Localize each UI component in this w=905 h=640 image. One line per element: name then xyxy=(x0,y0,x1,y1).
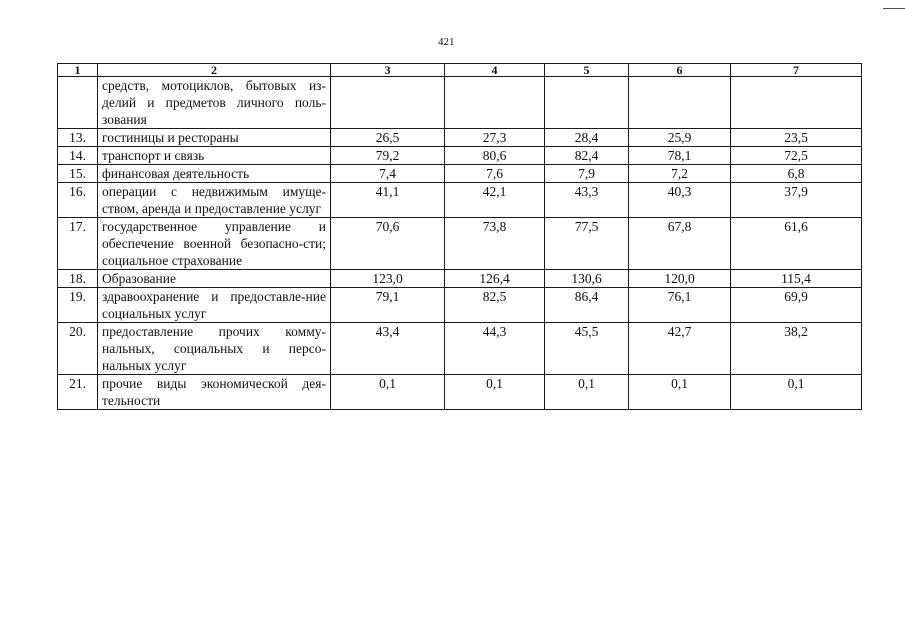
row-number: 16. xyxy=(58,183,98,218)
table-row xyxy=(58,288,862,323)
cell-col3: 41,1 xyxy=(331,183,445,218)
cell-col6: 78,1 xyxy=(629,147,731,165)
table-row xyxy=(58,270,862,288)
table-row xyxy=(58,165,862,183)
cell-col7: 61,6 xyxy=(731,218,862,270)
cell-col7: 37,9 xyxy=(731,183,862,218)
cell-col5 xyxy=(545,77,629,129)
row-label: гостиницы и рестораны xyxy=(98,129,331,147)
cell-col3: 26,5 xyxy=(331,129,445,147)
header-cell-6: 6 xyxy=(629,64,731,77)
row-label: транспорт и связь xyxy=(98,147,331,165)
cell-col5: 45,5 xyxy=(545,323,629,375)
table-row xyxy=(58,323,862,375)
cell-col6: 67,8 xyxy=(629,218,731,270)
row-label: здравоохранение и предоставле-ние социальных услуг xyxy=(98,288,331,323)
row-label: прочие виды экономической дея-тельности xyxy=(98,375,331,410)
row-label: операции с недвижимым имуще-ством, аренда и предоставление услуг xyxy=(98,183,331,218)
header-cell-7: 7 xyxy=(731,64,862,77)
cell-col7: 38,2 xyxy=(731,323,862,375)
cell-col4: 27,3 xyxy=(445,129,545,147)
row-number: 20. xyxy=(58,323,98,375)
cell-col3: 79,1 xyxy=(331,288,445,323)
header-cell-5: 5 xyxy=(545,64,629,77)
cell-col5: 43,3 xyxy=(545,183,629,218)
table-row xyxy=(58,183,862,218)
cell-col3: 70,6 xyxy=(331,218,445,270)
cell-col3: 43,4 xyxy=(331,323,445,375)
cell-col3 xyxy=(331,77,445,129)
scan-edge-mark xyxy=(883,8,905,9)
page-number: 421 xyxy=(438,36,455,48)
row-number: 13. xyxy=(58,129,98,147)
cell-col6: 120,0 xyxy=(629,270,731,288)
header-cell-4: 4 xyxy=(445,64,545,77)
cell-col4: 82,5 xyxy=(445,288,545,323)
cell-col7: 6,8 xyxy=(731,165,862,183)
cell-col6: 40,3 xyxy=(629,183,731,218)
cell-col4: 73,8 xyxy=(445,218,545,270)
cell-col5: 0,1 xyxy=(545,375,629,410)
cell-col7: 115,4 xyxy=(731,270,862,288)
cell-col5: 86,4 xyxy=(545,288,629,323)
row-number xyxy=(58,77,98,129)
cell-col5: 28,4 xyxy=(545,129,629,147)
data-table xyxy=(57,63,862,410)
header-row xyxy=(58,64,862,77)
table-row xyxy=(58,375,862,410)
row-label: предоставление прочих комму-нальных, социальных и персо-нальных услуг xyxy=(98,323,331,375)
header-cell-2: 2 xyxy=(98,64,331,77)
table-row xyxy=(58,129,862,147)
header-cell-1: 1 xyxy=(58,64,98,77)
cell-col3: 0,1 xyxy=(331,375,445,410)
table-row xyxy=(58,218,862,270)
row-label: финансовая деятельность xyxy=(98,165,331,183)
header-cell-3: 3 xyxy=(331,64,445,77)
cell-col3: 123,0 xyxy=(331,270,445,288)
row-label: государственное управление и обеспечение военной безопасно-сти; социальное страхование xyxy=(98,218,331,270)
cell-col4: 80,6 xyxy=(445,147,545,165)
cell-col6: 76,1 xyxy=(629,288,731,323)
cell-col6: 7,2 xyxy=(629,165,731,183)
cell-col5: 77,5 xyxy=(545,218,629,270)
row-number: 18. xyxy=(58,270,98,288)
row-number: 15. xyxy=(58,165,98,183)
row-number: 17. xyxy=(58,218,98,270)
cell-col6: 0,1 xyxy=(629,375,731,410)
cell-col5: 7,9 xyxy=(545,165,629,183)
cell-col4: 7,6 xyxy=(445,165,545,183)
cell-col6: 42,7 xyxy=(629,323,731,375)
cell-col4: 44,3 xyxy=(445,323,545,375)
cell-col5: 130,6 xyxy=(545,270,629,288)
row-label: Образование xyxy=(98,270,331,288)
row-number: 19. xyxy=(58,288,98,323)
row-number: 14. xyxy=(58,147,98,165)
cell-col3: 79,2 xyxy=(331,147,445,165)
row-number: 21. xyxy=(58,375,98,410)
cell-col3: 7,4 xyxy=(331,165,445,183)
cell-col4: 0,1 xyxy=(445,375,545,410)
table-row xyxy=(58,77,862,129)
cell-col7: 23,5 xyxy=(731,129,862,147)
cell-col4: 126,4 xyxy=(445,270,545,288)
table-row xyxy=(58,147,862,165)
cell-col7: 69,9 xyxy=(731,288,862,323)
cell-col7 xyxy=(731,77,862,129)
cell-col7: 0,1 xyxy=(731,375,862,410)
cell-col5: 82,4 xyxy=(545,147,629,165)
cell-col7: 72,5 xyxy=(731,147,862,165)
cell-col4 xyxy=(445,77,545,129)
cell-col4: 42,1 xyxy=(445,183,545,218)
cell-col6 xyxy=(629,77,731,129)
row-label: средств, мотоциклов, бытовых из-делий и предметов личного поль-зования xyxy=(98,77,331,129)
cell-col6: 25,9 xyxy=(629,129,731,147)
